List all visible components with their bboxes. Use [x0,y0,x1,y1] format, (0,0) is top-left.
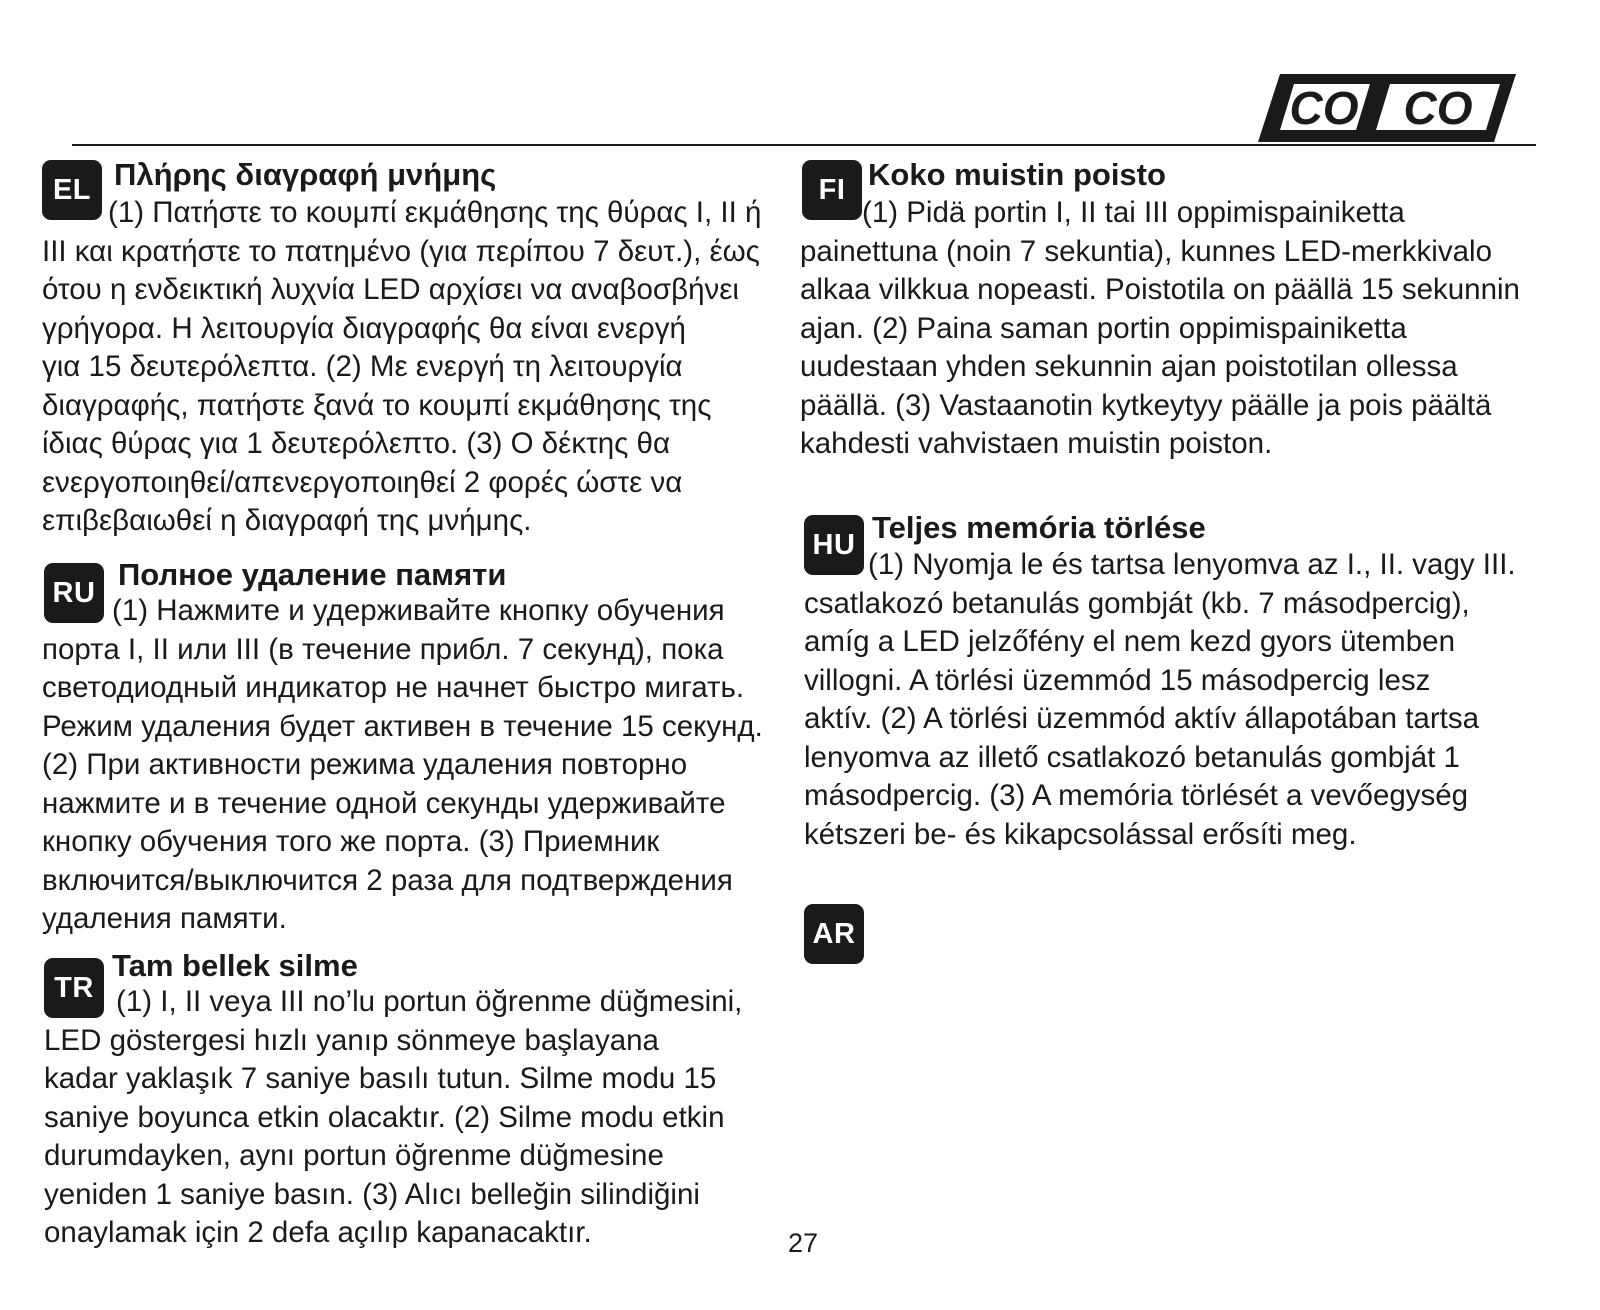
language-badge-hu: HU [804,515,864,575]
section-text-tr: (1) I, II veya III no’lu portun öğrenme düğmesini, LED göstergesi hızlı yanıp sönmeye başlayana kadar yaklaşık 7 saniye basılı tutun. Silme modu 15 saniye boyunca etkin olacaktır. (2) Silme modu etkin durumdayken, aynı portun öğrenme düğmesine yeniden 1 saniye basın. (3) Alıcı belleğin silindiğini onaylamak için 2 defa açılıp kapanacaktır. [44,985,743,1249]
coco-logo [1258,72,1518,144]
section-title-tr: Tam bellek silme [112,948,358,983]
section-title-ru: Полное удаление памяти [118,557,507,592]
language-badge-ar: AR [804,904,864,964]
section-title-hu: Teljes memória törlése [872,510,1206,545]
header-rule [72,144,1536,146]
logo-left-letters: CO [1289,82,1359,134]
section-title-el: Πλήρης διαγραφή μνήμης [114,157,497,192]
language-badge-tr: TR [44,958,104,1018]
section-text-hu: (1) Nyomja le és tartsa lenyomva az I., II. vagy III. csatlakozó betanulás gombját (kb. 7 másodpercig), amíg a LED jelzőfény el nem kezd gyors ütemben villogni. A törlési üzemmód 15 másodpercig lesz aktív. (2) A törlési üzemmód aktív állapotában tartsa lenyomva az illető csatlakozó betanulás gombját 1 másodpercig. (3) A memória törlését a vevőegység kétszeri be- és kikapcsolással erősíti meg. [804,548,1516,851]
page-number: 27 [788,1228,819,1258]
section-title-fi: Koko muistin poisto [868,157,1166,192]
language-badge-fi: FI [802,160,862,220]
coco-logo-graphic [1258,72,1518,144]
logo-right-letters: CO [1403,82,1473,134]
language-badge-el: EL [42,160,102,220]
section-text-fi: (1) Pidä portin I, II tai III oppimispainiketta painettuna (noin 7 sekuntia), kunnes LED-merkkivalo alkaa vilkkua nopeasti. Poistotila on päällä 15 sekunnin ajan. (2) Paina saman portin oppimispainiketta uudestaan yhden sekunnin ajan poistotilan ollessa päällä. (3) Vastaanotin kytkeytyy päälle ja pois päältä kahdesti vahvistaen muistin poiston. [800,196,1520,460]
section-text-el: (1) Πατήστε το κουμπί εκμάθησης της θύρας I, II ή III και κρατήστε το πατημένο (για περίπου 7 δευτ.), έως ότου η ενδεικτική λυχνία LED αρχίσει να αναβοσβήνει γρήγορα. Η λειτουργία διαγραφής θα είναι ενεργή για 15 δευτερόλεπτα. (2) Με ενεργή τη λειτουργία διαγραφής, πατήστε ξανά το κουμπί εκμάθησης της ίδιας θύρας για 1 δευτερόλεπτο. (3) Ο δέκτης θα ενεργοποιηθεί/απενεργοποιηθεί 2 φορές ώστε να επιβεβαιωθεί η διαγραφή της μνήμης. [42,196,762,537]
section-text-ru: (1) Нажмите и удерживайте кнопку обучения порта I, II или III (в течение прибл. 7 секунд), пока светодиодный индикатор не начнет быстро мигать. Режим удаления будет активен в течение 15 секунд. (2) При активности режима удаления повторно нажмите и в течение одной секунды удерживайте кнопку обучения того же порта. (3) Приемник включится/выключится 2 раза для подтверждения удаления памяти. [42,594,763,935]
language-badge-ru: RU [44,563,104,623]
